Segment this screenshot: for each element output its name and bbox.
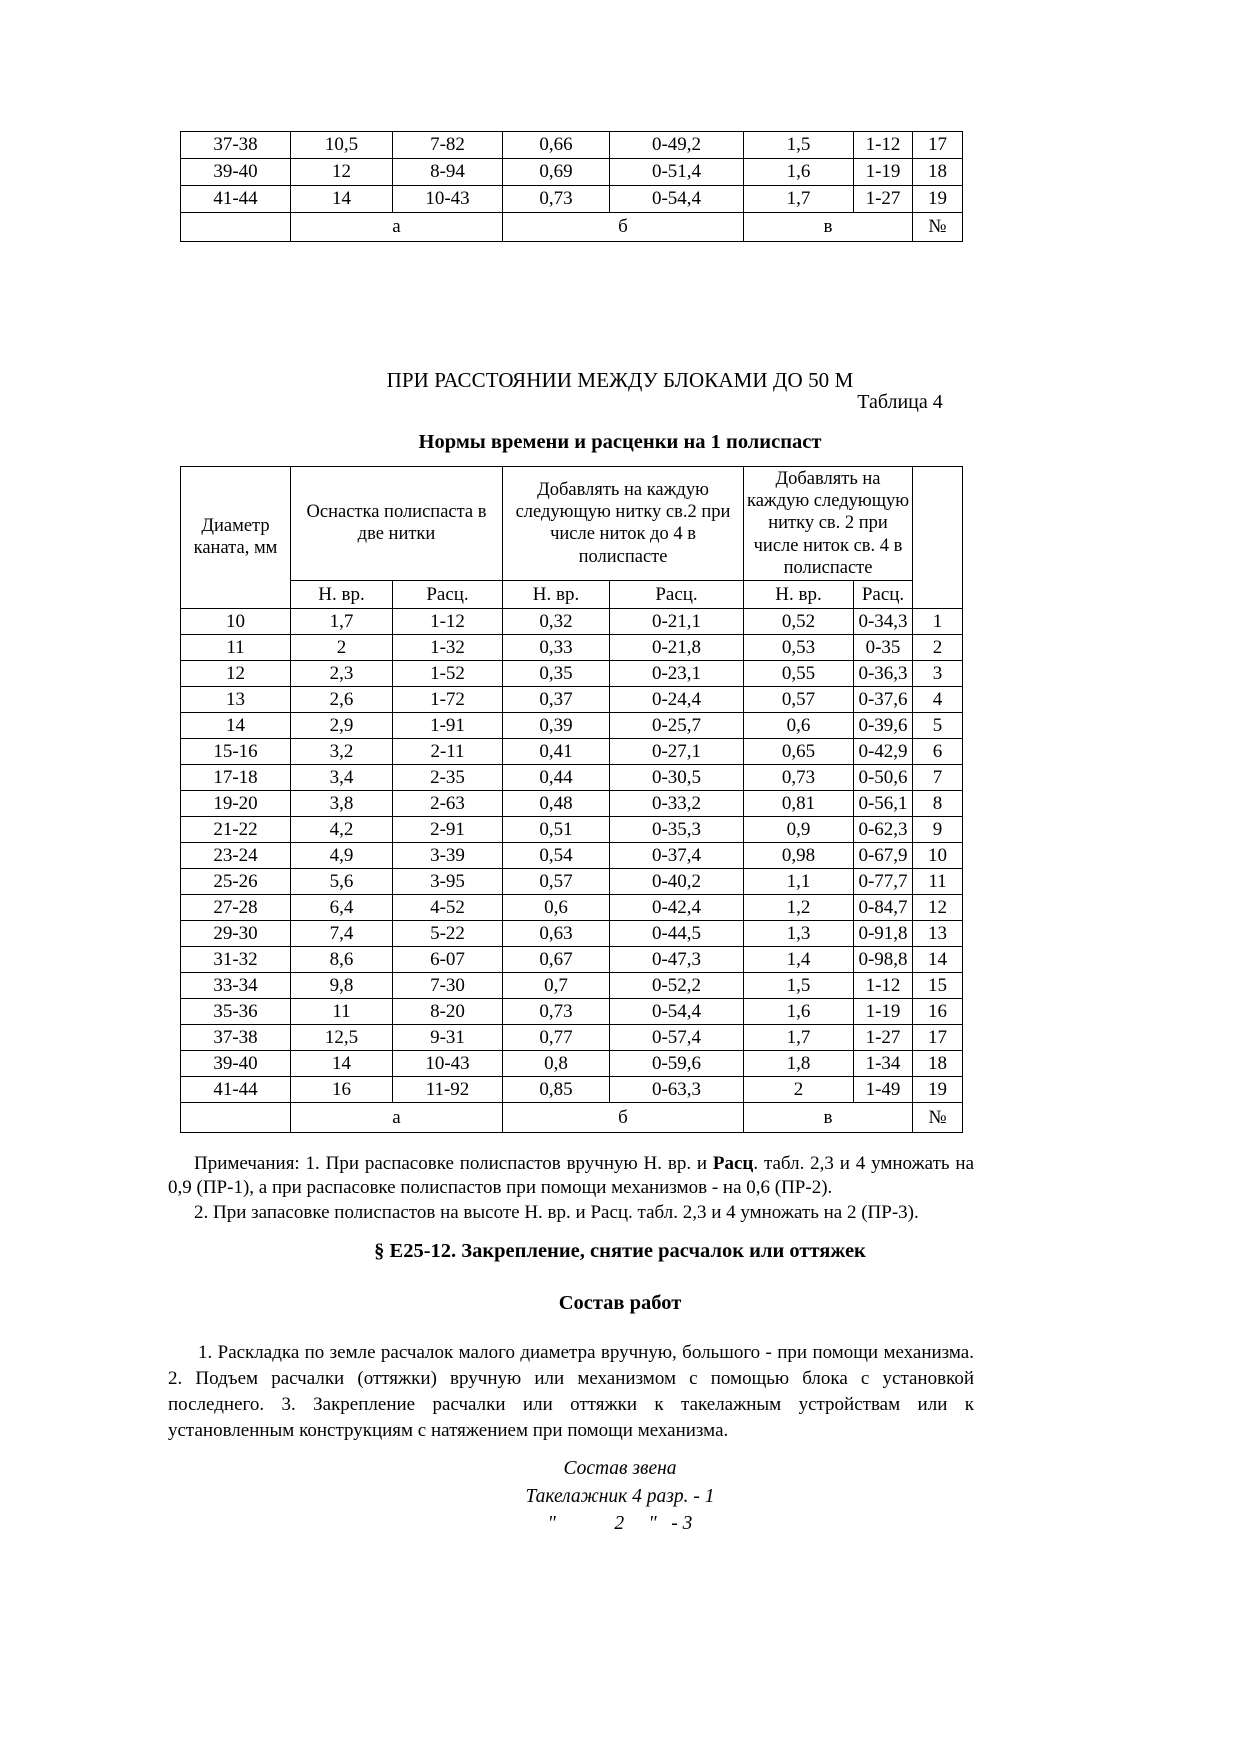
cell-n-vr-3: 1,7 <box>744 186 854 213</box>
table-row <box>181 686 963 712</box>
cell-rasc-2: 0-27,1 <box>610 738 744 764</box>
cell-number: 12 <box>913 894 963 920</box>
cell-rasc-3: 0-37,6 <box>854 686 913 712</box>
cell-number: 15 <box>913 972 963 998</box>
cell-n-vr-3: 0,81 <box>744 790 854 816</box>
cell-n-vr-3: 1,4 <box>744 946 854 972</box>
cell-rasc-3: 0-91,8 <box>854 920 913 946</box>
cell-rasc: 2-63 <box>393 790 503 816</box>
cell-rasc: 2-35 <box>393 764 503 790</box>
cell-diameter: 25-26 <box>181 868 291 894</box>
cell-diameter: 33-34 <box>181 972 291 998</box>
section-title: ПРИ РАССТОЯНИИ МЕЖДУ БЛОКАМИ ДО 50 М <box>386 368 854 392</box>
cell-n-vr-2: 0,33 <box>503 634 610 660</box>
cell-diameter: 23-24 <box>181 842 291 868</box>
table-row <box>181 842 963 868</box>
table-row <box>181 634 963 660</box>
cell-diameter: 17-18 <box>181 764 291 790</box>
table-row <box>181 738 963 764</box>
cell-n-vr-2: 0,44 <box>503 764 610 790</box>
table-row <box>181 1076 963 1102</box>
cell-rasc-2: 0-23,1 <box>610 660 744 686</box>
cell-rasc: 8-20 <box>393 998 503 1024</box>
cell-rasc: 1-91 <box>393 712 503 738</box>
note-1-part-b: . табл. 2,3 и 4 умножать на 0,9 (ПР-1), а при распасовке полиспастов при помощи механизмов - на 0,6 (ПР-2). <box>168 1153 974 1199</box>
cell-rasc: 2-91 <box>393 816 503 842</box>
cell-n-vr: 6,4 <box>291 894 393 920</box>
cell-n-vr-2: 0,67 <box>503 946 610 972</box>
cell-diameter: 27-28 <box>181 894 291 920</box>
table-row <box>181 972 963 998</box>
subheader-n-vr-2: Н. вр. <box>503 580 610 608</box>
subheader-row <box>181 580 963 608</box>
cell-n-vr-3: 1,5 <box>744 132 854 159</box>
cell-n-vr: 1,7 <box>291 608 393 634</box>
cell-rasc-3: 0-39,6 <box>854 712 913 738</box>
cell-diameter: 10 <box>181 608 291 634</box>
subheader-n-vr-1: Н. вр. <box>291 580 393 608</box>
table-row <box>181 998 963 1024</box>
cell-n-vr-2: 0,51 <box>503 816 610 842</box>
cell-diameter: 39-40 <box>181 159 291 186</box>
cell-diameter: 31-32 <box>181 946 291 972</box>
cell-number: 8 <box>913 790 963 816</box>
cell-rasc-3: 0-84,7 <box>854 894 913 920</box>
cell-n-vr-3: 1,8 <box>744 1050 854 1076</box>
cell-n-vr-2: 0,85 <box>503 1076 610 1102</box>
cell-number: 18 <box>913 159 963 186</box>
table-footer-row <box>181 213 963 242</box>
cell-n-vr-2: 0,39 <box>503 712 610 738</box>
cell-number: 14 <box>913 946 963 972</box>
cell-n-vr: 11 <box>291 998 393 1024</box>
cell-n-vr-3: 0,55 <box>744 660 854 686</box>
cell-rasc: 11-92 <box>393 1076 503 1102</box>
footer-label-no: № <box>913 1102 963 1132</box>
cell-n-vr: 3,4 <box>291 764 393 790</box>
cell-rasc: 6-07 <box>393 946 503 972</box>
cell-rasc-3: 0-56,1 <box>854 790 913 816</box>
cell-number: 6 <box>913 738 963 764</box>
footer-label-v: в <box>744 1102 913 1132</box>
footer-label-no: № <box>913 213 963 242</box>
cell-n-vr: 14 <box>291 1050 393 1076</box>
cell-n-vr-2: 0,77 <box>503 1024 610 1050</box>
header-add-over-4: Добавлять на каждую следующую нитку св. 2 при числе ниток св. 4 в полиспасте <box>744 467 913 581</box>
cell-n-vr-2: 0,48 <box>503 790 610 816</box>
note-1 <box>168 1152 974 1201</box>
cell-number: 2 <box>913 634 963 660</box>
cell-number: 3 <box>913 660 963 686</box>
cell-rasc-3: 0-50,6 <box>854 764 913 790</box>
cell-n-vr-2: 0,63 <box>503 920 610 946</box>
footer-blank <box>181 213 291 242</box>
cell-number: 17 <box>913 132 963 159</box>
subheader-rasc-3: Расц. <box>854 580 913 608</box>
cell-n-vr-2: 0,41 <box>503 738 610 764</box>
cell-rasc-3: 1-49 <box>854 1076 913 1102</box>
cell-n-vr-3: 0,73 <box>744 764 854 790</box>
cell-n-vr: 5,6 <box>291 868 393 894</box>
table-row <box>181 894 963 920</box>
cell-rasc-3: 1-19 <box>854 998 913 1024</box>
cell-rasc: 10-43 <box>393 186 503 213</box>
cell-rasc-3: 1-34 <box>854 1050 913 1076</box>
cell-number: 16 <box>913 998 963 1024</box>
cell-number: 1 <box>913 608 963 634</box>
cell-number: 7 <box>913 764 963 790</box>
note-1-bold: Расц <box>712 1153 754 1174</box>
cell-rasc: 1-32 <box>393 634 503 660</box>
cell-n-vr-3: 1,6 <box>744 998 854 1024</box>
cell-n-vr-2: 0,69 <box>503 159 610 186</box>
cell-rasc: 7-30 <box>393 972 503 998</box>
cell-n-vr: 12 <box>291 159 393 186</box>
cell-rasc-3: 1-27 <box>854 1024 913 1050</box>
cell-n-vr: 16 <box>291 1076 393 1102</box>
cell-n-vr: 4,9 <box>291 842 393 868</box>
cell-n-vr-3: 0,52 <box>744 608 854 634</box>
table-footer-row <box>181 1102 963 1132</box>
cell-n-vr: 3,2 <box>291 738 393 764</box>
continued-table-container <box>180 131 962 242</box>
cell-n-vr-2: 0,66 <box>503 132 610 159</box>
cell-number: 18 <box>913 1050 963 1076</box>
cell-diameter: 21-22 <box>181 816 291 842</box>
cell-diameter: 37-38 <box>181 1024 291 1050</box>
cell-rasc: 7-82 <box>393 132 503 159</box>
cell-rasc-2: 0-63,3 <box>610 1076 744 1102</box>
cell-n-vr-2: 0,57 <box>503 868 610 894</box>
cell-n-vr-2: 0,7 <box>503 972 610 998</box>
cell-n-vr-2: 0,6 <box>503 894 610 920</box>
cell-rasc-3: 1-12 <box>854 972 913 998</box>
cell-rasc: 1-72 <box>393 686 503 712</box>
cell-n-vr-3: 0,65 <box>744 738 854 764</box>
subheader-rasc-1: Расц. <box>393 580 503 608</box>
cell-n-vr: 2,3 <box>291 660 393 686</box>
cell-diameter: 35-36 <box>181 998 291 1024</box>
paragraph-heading: § Е25-12. Закрепление, снятие расчалок или оттяжек <box>374 1240 866 1262</box>
footer-label-v: в <box>744 213 913 242</box>
cell-rasc-3: 1-19 <box>854 159 913 186</box>
cell-n-vr: 3,8 <box>291 790 393 816</box>
table-row <box>181 946 963 972</box>
cell-n-vr-2: 0,73 <box>503 998 610 1024</box>
header-rigging: Оснастка полиспаста в две нитки <box>291 467 503 581</box>
cell-rasc: 2-11 <box>393 738 503 764</box>
table-row <box>181 1050 963 1076</box>
main-table-head <box>181 467 963 609</box>
table-row <box>181 764 963 790</box>
crew-block <box>0 1455 1240 1538</box>
footer-label-b: б <box>503 1102 744 1132</box>
header-add-up-to-4: Добавлять на каждую следующую нитку св.2 при числе ниток до 4 в полиспасте <box>503 467 744 581</box>
table-number-label: Таблица 4 <box>857 391 943 413</box>
table-row <box>181 1024 963 1050</box>
cell-rasc-3: 1-27 <box>854 186 913 213</box>
cell-rasc-2: 0-25,7 <box>610 712 744 738</box>
cell-n-vr-3: 1,5 <box>744 972 854 998</box>
cell-number: 19 <box>913 186 963 213</box>
cell-n-vr: 12,5 <box>291 1024 393 1050</box>
table-row <box>181 920 963 946</box>
cell-diameter: 19-20 <box>181 790 291 816</box>
cell-rasc-3: 0-98,8 <box>854 946 913 972</box>
cell-n-vr: 7,4 <box>291 920 393 946</box>
cell-n-vr-2: 0,54 <box>503 842 610 868</box>
table-row <box>181 868 963 894</box>
cell-n-vr-3: 1,7 <box>744 1024 854 1050</box>
footer-label-a: а <box>291 1102 503 1132</box>
cell-rasc-2: 0-24,4 <box>610 686 744 712</box>
cell-n-vr-3: 1,2 <box>744 894 854 920</box>
crew-title: Состав звена <box>563 1458 677 1479</box>
crew-line-1: Такелажник 4 разр. - 1 <box>525 1485 715 1507</box>
cell-rasc-2: 0-51,4 <box>610 159 744 186</box>
cell-n-vr-3: 0,6 <box>744 712 854 738</box>
cell-number: 9 <box>913 816 963 842</box>
cell-number: 4 <box>913 686 963 712</box>
note-2: 2. При запасовке полиспастов на высоте Н. вр. и Расц. табл. 2,3 и 4 умножать на 2 (ПР-3). <box>194 1201 919 1223</box>
cell-rasc-2: 0-44,5 <box>610 920 744 946</box>
crew-line-2: " 2 " - 3 <box>547 1513 693 1535</box>
cell-rasc: 1-52 <box>393 660 503 686</box>
header-number <box>913 467 963 609</box>
cell-n-vr: 8,6 <box>291 946 393 972</box>
subheader-n-vr-3: Н. вр. <box>744 580 854 608</box>
main-table-foot <box>181 1102 963 1132</box>
cell-n-vr: 2,9 <box>291 712 393 738</box>
cell-n-vr-3: 0,57 <box>744 686 854 712</box>
table-row <box>181 712 963 738</box>
cell-number: 13 <box>913 920 963 946</box>
footer-label-a: а <box>291 213 503 242</box>
main-table-body <box>181 608 963 1102</box>
cell-diameter: 13 <box>181 686 291 712</box>
norms-and-rates-table <box>180 466 963 1133</box>
cell-rasc-2: 0-21,1 <box>610 608 744 634</box>
cell-number: 11 <box>913 868 963 894</box>
footer-label-b: б <box>503 213 744 242</box>
cell-rasc-2: 0-40,2 <box>610 868 744 894</box>
cell-rasc-2: 0-42,4 <box>610 894 744 920</box>
cell-n-vr-3: 0,98 <box>744 842 854 868</box>
header-diameter: Диаметр каната, мм <box>181 467 291 609</box>
header-row-group <box>181 467 963 581</box>
cell-n-vr: 9,8 <box>291 972 393 998</box>
table-row <box>181 608 963 634</box>
cell-number: 19 <box>913 1076 963 1102</box>
cell-rasc-3: 1-12 <box>854 132 913 159</box>
cell-diameter: 11 <box>181 634 291 660</box>
cell-rasc-2: 0-52,2 <box>610 972 744 998</box>
footer-blank <box>181 1102 291 1132</box>
cell-n-vr-2: 0,35 <box>503 660 610 686</box>
works-composition-body: 1. Раскладка по земле расчалок малого диаметра вручную, большого - при помощи механизма. 2. Подъем расчалки (оттяжки) вручную или механизмом с помощью блока с установкой последнего. 3. Закрепление расчалки или оттяжки к такелажным устройствам или к установленным конструкциям с натяжением при помощи механизма. <box>168 1342 974 1442</box>
cell-number: 17 <box>913 1024 963 1050</box>
cell-diameter: 14 <box>181 712 291 738</box>
cell-rasc-2: 0-54,4 <box>610 998 744 1024</box>
cell-n-vr: 10,5 <box>291 132 393 159</box>
cell-rasc: 1-12 <box>393 608 503 634</box>
cell-rasc-2: 0-47,3 <box>610 946 744 972</box>
works-composition-heading: Состав работ <box>558 1292 682 1314</box>
cell-diameter: 37-38 <box>181 132 291 159</box>
cell-n-vr-3: 1,1 <box>744 868 854 894</box>
table-row <box>181 660 963 686</box>
notes-block <box>168 1152 974 1225</box>
cell-rasc-2: 0-35,3 <box>610 816 744 842</box>
table-row <box>181 159 963 186</box>
cell-diameter: 41-44 <box>181 1076 291 1102</box>
cell-n-vr-3: 0,9 <box>744 816 854 842</box>
cell-rasc: 9-31 <box>393 1024 503 1050</box>
cell-n-vr: 4,2 <box>291 816 393 842</box>
cell-number: 5 <box>913 712 963 738</box>
cell-rasc-2: 0-59,6 <box>610 1050 744 1076</box>
cell-rasc-2: 0-37,4 <box>610 842 744 868</box>
cell-number: 10 <box>913 842 963 868</box>
cell-n-vr-3: 1,6 <box>744 159 854 186</box>
main-table-container <box>180 466 962 1133</box>
norms-heading: Нормы времени и расценки на 1 полиспаст <box>418 431 822 453</box>
cell-rasc-2: 0-54,4 <box>610 186 744 213</box>
cell-n-vr: 2 <box>291 634 393 660</box>
table-row <box>181 816 963 842</box>
cell-n-vr-2: 0,73 <box>503 186 610 213</box>
cell-n-vr: 14 <box>291 186 393 213</box>
cell-n-vr-3: 2 <box>744 1076 854 1102</box>
cell-diameter: 12 <box>181 660 291 686</box>
cell-n-vr-3: 0,53 <box>744 634 854 660</box>
cell-rasc-2: 0-30,5 <box>610 764 744 790</box>
cell-rasc-3: 0-42,9 <box>854 738 913 764</box>
cell-diameter: 15-16 <box>181 738 291 764</box>
continued-table-body <box>181 132 963 242</box>
cell-rasc: 5-22 <box>393 920 503 946</box>
cell-rasc-2: 0-33,2 <box>610 790 744 816</box>
cell-diameter: 41-44 <box>181 186 291 213</box>
note-1-part-a: Примечания: 1. При распасовке полиспастов вручную Н. вр. и <box>194 1153 713 1174</box>
cell-rasc-3: 0-35 <box>854 634 913 660</box>
cell-rasc: 10-43 <box>393 1050 503 1076</box>
cell-rasc: 3-95 <box>393 868 503 894</box>
cell-diameter: 39-40 <box>181 1050 291 1076</box>
cell-n-vr-2: 0,32 <box>503 608 610 634</box>
cell-rasc-2: 0-57,4 <box>610 1024 744 1050</box>
table-row <box>181 790 963 816</box>
cell-n-vr: 2,6 <box>291 686 393 712</box>
table-row <box>181 186 963 213</box>
cell-rasc-3: 0-67,9 <box>854 842 913 868</box>
subheader-rasc-2: Расц. <box>610 580 744 608</box>
cell-rasc-2: 0-21,8 <box>610 634 744 660</box>
cell-n-vr-2: 0,8 <box>503 1050 610 1076</box>
cell-rasc-3: 0-36,3 <box>854 660 913 686</box>
cell-rasc: 8-94 <box>393 159 503 186</box>
continued-norms-table <box>180 131 963 242</box>
cell-rasc-3: 0-62,3 <box>854 816 913 842</box>
cell-n-vr-3: 1,3 <box>744 920 854 946</box>
cell-rasc: 4-52 <box>393 894 503 920</box>
table-row <box>181 132 963 159</box>
cell-rasc: 3-39 <box>393 842 503 868</box>
cell-diameter: 29-30 <box>181 920 291 946</box>
cell-rasc-3: 0-34,3 <box>854 608 913 634</box>
cell-rasc-2: 0-49,2 <box>610 132 744 159</box>
cell-rasc-3: 0-77,7 <box>854 868 913 894</box>
cell-n-vr-2: 0,37 <box>503 686 610 712</box>
